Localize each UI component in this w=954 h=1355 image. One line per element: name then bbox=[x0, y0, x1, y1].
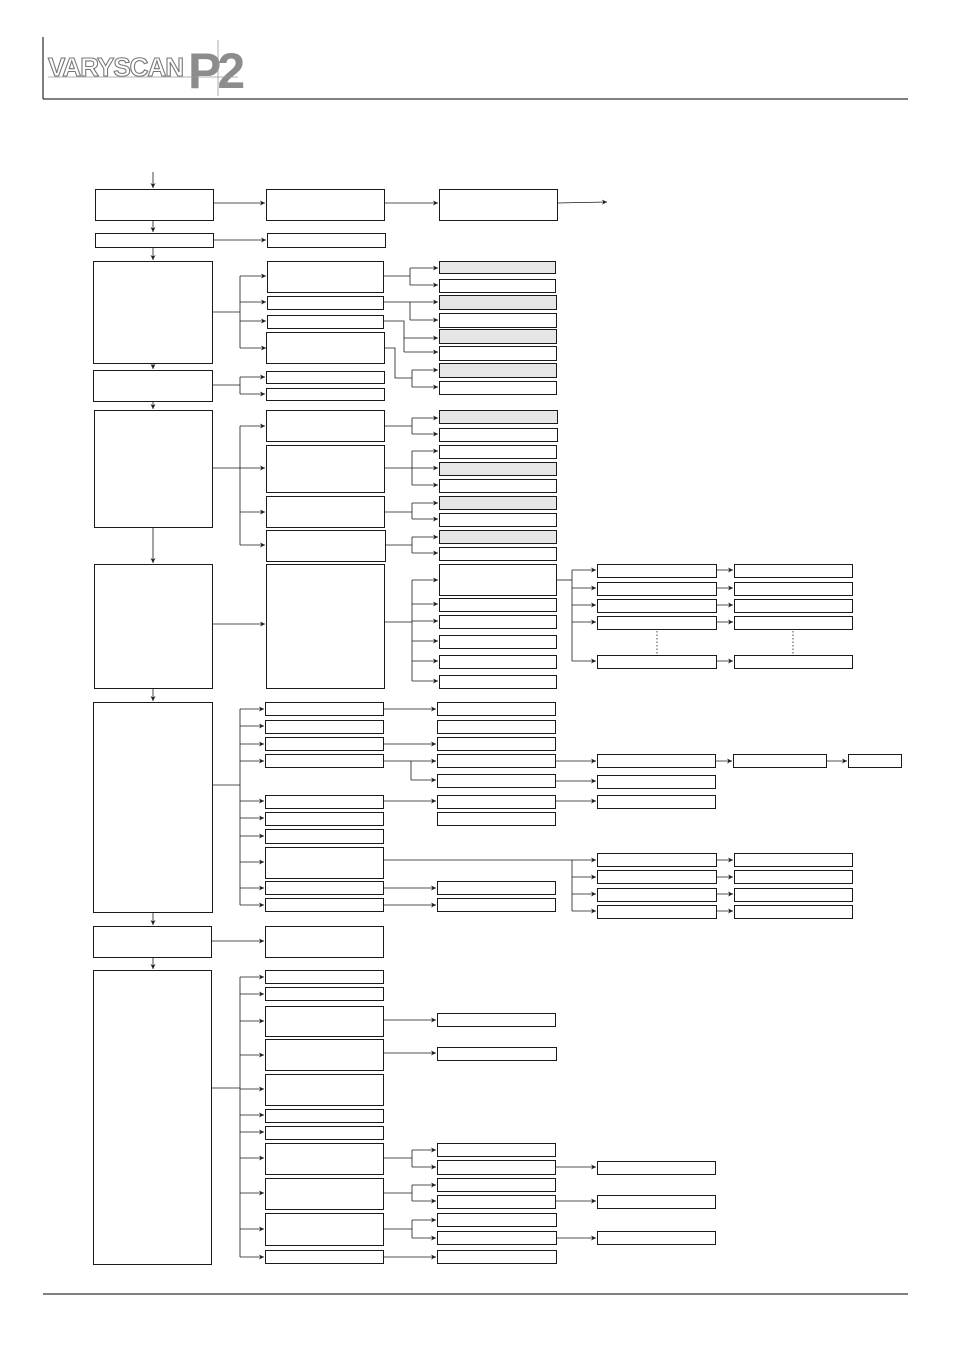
menu-box-5 bbox=[95, 411, 213, 528]
menu-box-50 bbox=[598, 617, 717, 630]
menu-box-85 bbox=[735, 854, 853, 867]
menu-box-67 bbox=[438, 703, 556, 716]
menu-box-37 bbox=[440, 514, 557, 527]
menu-box-81 bbox=[598, 854, 717, 867]
menu-box-86 bbox=[735, 871, 853, 884]
menu-box-46 bbox=[440, 676, 557, 689]
menu-box-6 bbox=[95, 565, 213, 689]
menu-box-68 bbox=[438, 721, 556, 734]
menu-box-97 bbox=[266, 1144, 384, 1175]
menu-box-47 bbox=[598, 565, 717, 578]
menu-box-111 bbox=[598, 1196, 716, 1209]
menu-box-35 bbox=[440, 480, 557, 493]
menu-box-55 bbox=[735, 617, 853, 630]
menu-box-59 bbox=[266, 738, 384, 751]
menu-box-17 bbox=[440, 262, 556, 274]
menu-box-16 bbox=[267, 333, 385, 364]
menu-box-104 bbox=[438, 1161, 556, 1175]
menu-box-27 bbox=[267, 411, 385, 442]
menu-box-88 bbox=[735, 906, 853, 919]
menu-box-89 bbox=[266, 927, 384, 958]
menu-box-57 bbox=[266, 703, 384, 716]
menu-box-80 bbox=[598, 796, 716, 809]
menu-box-105 bbox=[438, 1179, 556, 1192]
menu-box-39 bbox=[440, 548, 557, 561]
menu-box-56 bbox=[735, 656, 853, 669]
menu-box-9 bbox=[94, 971, 212, 1265]
ellipsis-connectors bbox=[657, 631, 793, 654]
menu-box-83 bbox=[598, 889, 717, 902]
menu-box-90 bbox=[266, 971, 384, 984]
menu-box-84 bbox=[598, 906, 717, 919]
menu-box-8 bbox=[94, 927, 212, 958]
menu-box-73 bbox=[438, 813, 556, 826]
menu-box-4 bbox=[94, 371, 213, 402]
menu-box-75 bbox=[438, 899, 556, 912]
menu-box-15 bbox=[268, 316, 384, 329]
menu-boxes bbox=[94, 190, 902, 1265]
menu-box-26 bbox=[267, 389, 385, 401]
menu-box-19 bbox=[440, 296, 557, 310]
menu-box-1 bbox=[96, 190, 214, 221]
menu-box-65 bbox=[266, 882, 384, 895]
menu-box-31 bbox=[440, 411, 558, 424]
menu-box-109 bbox=[438, 1251, 557, 1264]
menu-box-60 bbox=[266, 755, 384, 768]
brand-logo bbox=[48, 40, 243, 99]
menu-box-107 bbox=[438, 1214, 557, 1227]
menu-box-103 bbox=[438, 1144, 556, 1157]
menu-box-82 bbox=[598, 871, 717, 884]
menu-box-38 bbox=[440, 531, 557, 544]
menu-box-94 bbox=[266, 1075, 384, 1106]
menu-box-102 bbox=[438, 1048, 557, 1061]
menu-box-106 bbox=[438, 1196, 556, 1209]
menu-box-95 bbox=[266, 1110, 384, 1123]
menu-box-78 bbox=[849, 755, 902, 768]
menu-box-63 bbox=[266, 830, 384, 844]
menu-box-23 bbox=[440, 364, 557, 378]
menu-box-25 bbox=[267, 372, 385, 384]
menu-box-11 bbox=[440, 190, 558, 221]
menu-box-66 bbox=[266, 899, 384, 912]
menu-box-13 bbox=[268, 262, 384, 293]
connector-32 bbox=[384, 348, 412, 378]
menu-box-29 bbox=[267, 497, 385, 528]
menu-box-64 bbox=[266, 848, 384, 879]
menu-box-21 bbox=[440, 330, 557, 344]
menu-box-98 bbox=[266, 1179, 384, 1210]
logo-suffix: P2 bbox=[188, 43, 242, 99]
menu-box-33 bbox=[440, 446, 557, 459]
menu-box-3 bbox=[94, 262, 213, 364]
menu-box-40 bbox=[267, 565, 385, 689]
menu-box-41 bbox=[440, 565, 557, 596]
menu-box-61 bbox=[266, 796, 384, 809]
menu-box-43 bbox=[440, 616, 557, 629]
menu-box-49 bbox=[598, 600, 717, 613]
menu-box-91 bbox=[266, 988, 384, 1001]
menu-box-93 bbox=[266, 1040, 384, 1071]
connector-12 bbox=[557, 202, 607, 203]
menu-box-52 bbox=[735, 565, 853, 578]
menu-box-32 bbox=[440, 429, 558, 442]
menu-box-14 bbox=[268, 297, 384, 310]
menu-box-62 bbox=[266, 813, 384, 826]
menu-box-44 bbox=[440, 636, 557, 649]
header bbox=[43, 37, 908, 99]
menu-box-72 bbox=[438, 796, 556, 809]
menu-box-76 bbox=[598, 755, 716, 768]
menu-box-71 bbox=[438, 775, 556, 788]
menu-box-92 bbox=[266, 1007, 384, 1037]
menu-box-51 bbox=[598, 656, 717, 669]
menu-box-42 bbox=[440, 599, 557, 612]
menu-box-34 bbox=[440, 463, 557, 476]
menu-box-20 bbox=[440, 314, 557, 328]
menu-box-79 bbox=[598, 776, 716, 789]
menu-box-45 bbox=[440, 656, 557, 669]
menu-box-24 bbox=[440, 382, 557, 395]
menu-box-96 bbox=[266, 1127, 384, 1140]
menu-box-77 bbox=[734, 755, 827, 768]
menu-box-48 bbox=[598, 583, 717, 596]
menu-box-58 bbox=[266, 721, 384, 734]
menu-box-7 bbox=[94, 703, 213, 913]
menu-box-36 bbox=[440, 497, 557, 510]
logo-text: VARYSCAN bbox=[48, 52, 184, 82]
menu-box-10 bbox=[267, 190, 385, 221]
menu-box-54 bbox=[735, 600, 853, 613]
menu-box-112 bbox=[598, 1232, 716, 1245]
menu-box-2 bbox=[96, 234, 214, 248]
connector-28 bbox=[383, 321, 404, 338]
menu-box-28 bbox=[267, 446, 385, 493]
menu-box-12 bbox=[268, 234, 386, 248]
menu-box-30 bbox=[267, 531, 386, 562]
menu-box-100 bbox=[266, 1251, 384, 1264]
menu-box-18 bbox=[440, 280, 556, 293]
menu-box-101 bbox=[438, 1014, 556, 1027]
menu-box-53 bbox=[735, 583, 853, 596]
menu-box-69 bbox=[438, 738, 556, 751]
menu-box-99 bbox=[266, 1214, 384, 1246]
menu-box-70 bbox=[438, 755, 556, 768]
menu-box-87 bbox=[735, 889, 853, 902]
menu-box-108 bbox=[438, 1232, 557, 1245]
menu-box-22 bbox=[440, 347, 557, 361]
menu-box-110 bbox=[598, 1162, 716, 1175]
menu-box-74 bbox=[438, 882, 556, 895]
